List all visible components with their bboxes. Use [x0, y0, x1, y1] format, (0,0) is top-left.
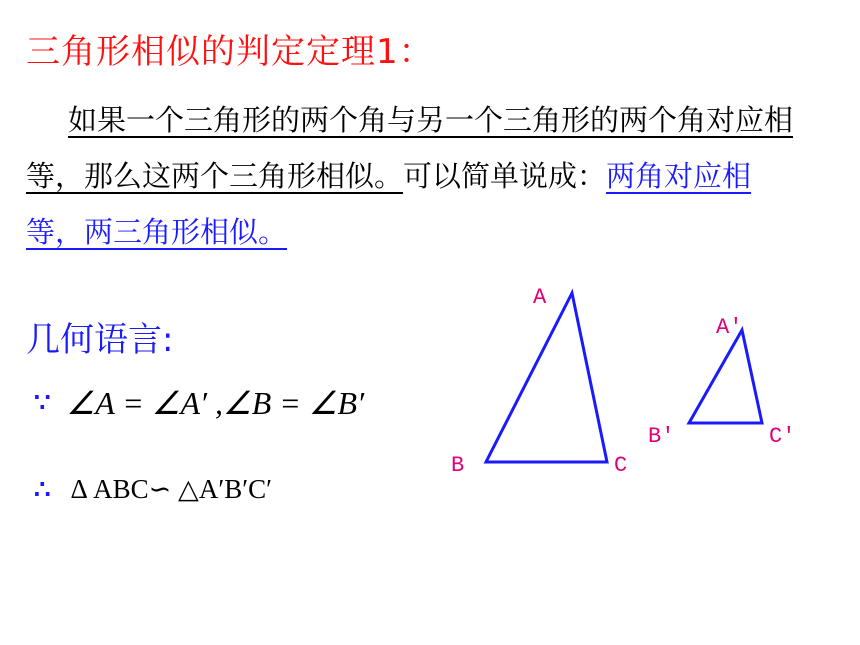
- theorem-statement: 如果一个三角形的两个角与另一个三角形的两个角对应相等，那么这两个三角形相似。: [26, 103, 794, 193]
- vertex-label-b: B: [451, 453, 465, 478]
- therefore-symbol: ∴: [34, 474, 49, 504]
- vertex-label-c-prime: C′: [769, 424, 796, 449]
- summary-lead: 可以简单说成：: [403, 159, 607, 193]
- geometry-language-label: 几何语言:: [26, 320, 174, 360]
- given-statement: ∠A = ∠A′ ,∠B = ∠B′: [66, 385, 365, 421]
- vertex-label-b-prime: B′: [648, 424, 675, 449]
- theorem-paragraph: [26, 92, 806, 260]
- given-line: [34, 384, 364, 422]
- slide-title: 三角形相似的判定定理1：: [26, 32, 434, 72]
- theorem-summary: 两角对应相等，两三角形相似。: [26, 159, 752, 249]
- because-symbol: ∵: [34, 388, 49, 417]
- triangle-abc: [486, 293, 607, 462]
- conclusion-statement: Δ ABC∽ △A′B′C′: [70, 474, 273, 504]
- vertex-label-c: C: [614, 453, 628, 478]
- conclusion-line: [34, 474, 272, 505]
- triangle-abc-prime: [689, 330, 762, 423]
- vertex-label-a: A: [533, 285, 547, 310]
- vertex-label-a-prime: A′: [716, 315, 743, 340]
